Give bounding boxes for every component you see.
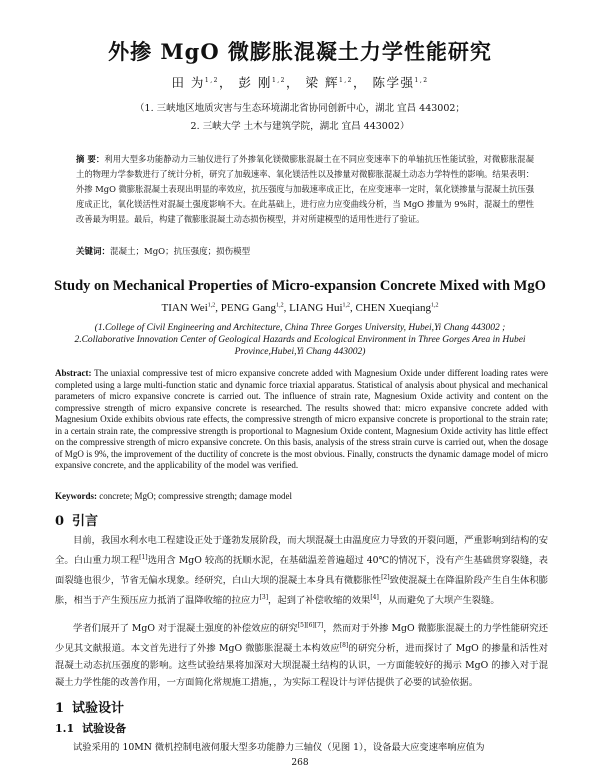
intro-paragraph-1: 目前，我国水利水电工程建设正处于蓬勃发展阶段，而大坝混凝土由温度应力导致的开裂问题，严重影响到结构的安全。白山重力坝工程[1]选用含 MgO 较高的抚顺水泥，在基础温差普遍超过 40℃的情况下，没有产生基础贯穿裂缝，表面裂缝也很少，节省无偏水现象。经研究，白山大坝的混凝土本身具有微膨胀性[2]致使混凝土在降温阶段产生自生体积膨胀，相当于产生预压应力抵消了温降收缩的拉应力[3]，起到了补偿收缩的效果[4]，从而避免了大坝产生裂缝。 [55, 535, 548, 607]
abstract-label: 摘 要： [76, 154, 105, 164]
citation: [5][6][7] [297, 622, 324, 629]
author: 田 为$^{1,2}$ [171, 75, 219, 90]
keywords-text: concrete; MgO; compressive strength; damage model [99, 491, 292, 501]
citation: [3] [259, 594, 269, 602]
author: CHEN Xueqiang$^{1,2}$ [355, 302, 439, 314]
chinese-title: 外掺 MgO 微膨胀混凝土力学性能研究 [108, 39, 492, 64]
chinese-authors: 田 为$^{1,2}$， 彭 刚$^{1,2}$， 梁 辉$^{1,2}$， 陈学强$^{1,2}$ [171, 75, 429, 90]
english-affiliation-2: 2.Collaborative Innovation Center of Geological Hazards and Ecological Environment in Three Gorges Area in Hubei Province,Hubei,Yi Chang 443002) [74, 335, 526, 357]
chinese-affiliation-1: （1. 三峡地区地质灾害与生态环境湖北省协同创新中心，湖北 宜昌 443002； [135, 103, 465, 114]
abstract-text: The uniaxial compressive test of micro expansive concrete added with Magnesium Oxide under different loading rates were completed using a large multi-function static and dynamic force triaxial apparatus. Statistical of analysis about physical and mechanical parameters of micro expansive concrete is carried out. The influence of strain rate, Magnesium Oxide activity and content on the compressive strength of micro expansive concrete is researched. The results showed that: micro expansive concrete added with Magnesium Oxide exhibits obvious rate effects, the compressive strength of micro expansive concrete is proportional to the strain rate; in a certain strain rate, the compressive strength is proportional to Magnesium Oxide content, Magnesium Oxide activity has little effect on the compressive strength of micro expansive concrete. On this basis, analysis of the stress strain curve is carried out, when the dosage of MgO is 9%, the improvement of the ductility of concrete is the most obvious. Finally, constructs the dynamic damage model of micro expansive concrete, and the applicability of the model was verified. [55, 368, 548, 470]
page-number: 268 [291, 758, 309, 768]
english-abstract [55, 368, 548, 472]
english-affiliations [60, 322, 540, 358]
citation: [1] [139, 554, 148, 561]
chinese-affiliation-2: 2. 三峡大学 土木与建筑学院，湖北 宜昌 443002） [190, 121, 410, 132]
subsection-heading-equipment: 1.1 试验设备 [55, 722, 127, 735]
chinese-keywords [76, 245, 250, 257]
section-heading-experiment-design: 1 试验设计 [55, 701, 125, 716]
author: 梁 辉$^{1,2}$ [305, 75, 353, 90]
citation: [8] [339, 642, 349, 650]
keywords-label: 关键词： [76, 247, 111, 257]
author: TIAN Wei$^{1,2}$ [161, 302, 216, 314]
keywords-label: Keywords: [55, 491, 97, 501]
author: LIANG Hui$^{1,2}$ [289, 302, 351, 314]
keywords-text: 混凝土；MgO；抗压强度；损伤模型 [110, 247, 251, 257]
abstract-text: 利用大型多功能静动力三轴仪进行了外掺氧化镁微膨胀混凝土在不同应变速率下的单轴抗压性能试验，对微膨胀混凝土的物理力学参数进行了统计分析，研究了加载速率、氧化镁活性以及掺量对微膨胀混凝土动态力学特性的影响。结果表明：外掺 MgO 微膨胀混凝土表现出明显的率效应，抗压强度与加载速率成正比，在应变速率一定时，氧化镁掺量与混凝土抗压强度成正比，氧化镁活性对混凝土强度影响不大。在此基础上，进行应力应变曲线分析，当 MgO 掺量为 9%时，混凝土的塑性改善最为明显。最后，构建了微膨胀混凝土动态损伤模型，并对所建模型的适用性进行了验证。 [76, 154, 534, 224]
english-authors: TIAN Wei$^{1,2}$, PENG Gang$^{1,2}$, LIANG Hui$^{1,2}$, CHEN Xueqiang$^{1,2}$ [161, 302, 439, 314]
citation: [2] [381, 574, 390, 582]
section-heading-introduction: 0 引言 [55, 514, 99, 529]
author: 彭 刚$^{1,2}$ [238, 75, 286, 90]
english-keywords [55, 491, 292, 501]
author: 陈学强$^{1,2}$ [372, 75, 429, 90]
chinese-abstract [76, 152, 534, 227]
intro-paragraph-2: 学者们展开了 MgO 对于混凝土强度的补偿效应的研究[5][6][7]，然而对于外掺 MgO 微膨胀混凝土的力学性能研究还少见其文献报道。本文首先进行了外掺 MgO 微膨胀混凝土本构效应[8]的研究分析，进而探讨了 MgO 的掺量和活性对混凝土动态抗压强度的影响。这些试验结果将加深对大坝混凝土结构的认识，一方面能较好的揭示 MgO 的掺入对于混凝土力学性能的改善作用，一方面简化常规施工措施，，为实际工程设计与评估提供了必要的试验依据。 [55, 622, 548, 689]
abstract-label: Abstract: [55, 368, 92, 378]
author: PENG Gang$^{1,2}$ [220, 302, 284, 314]
citation: [4] [370, 594, 379, 602]
equipment-paragraph: 试验采用的 10MN 微机控制电液伺服大型多功能静力三轴仪（见图 1），设备最大应变速率响应值为 [73, 742, 485, 753]
english-affiliation-1: (1.College of Civil Engineering and Architecture, China Three Gorges University, Hubei,Yi Chang 443002 ; [94, 323, 506, 333]
english-title: Study on Mechanical Properties of Micro-expansion Concrete Mixed with MgO [54, 278, 546, 294]
